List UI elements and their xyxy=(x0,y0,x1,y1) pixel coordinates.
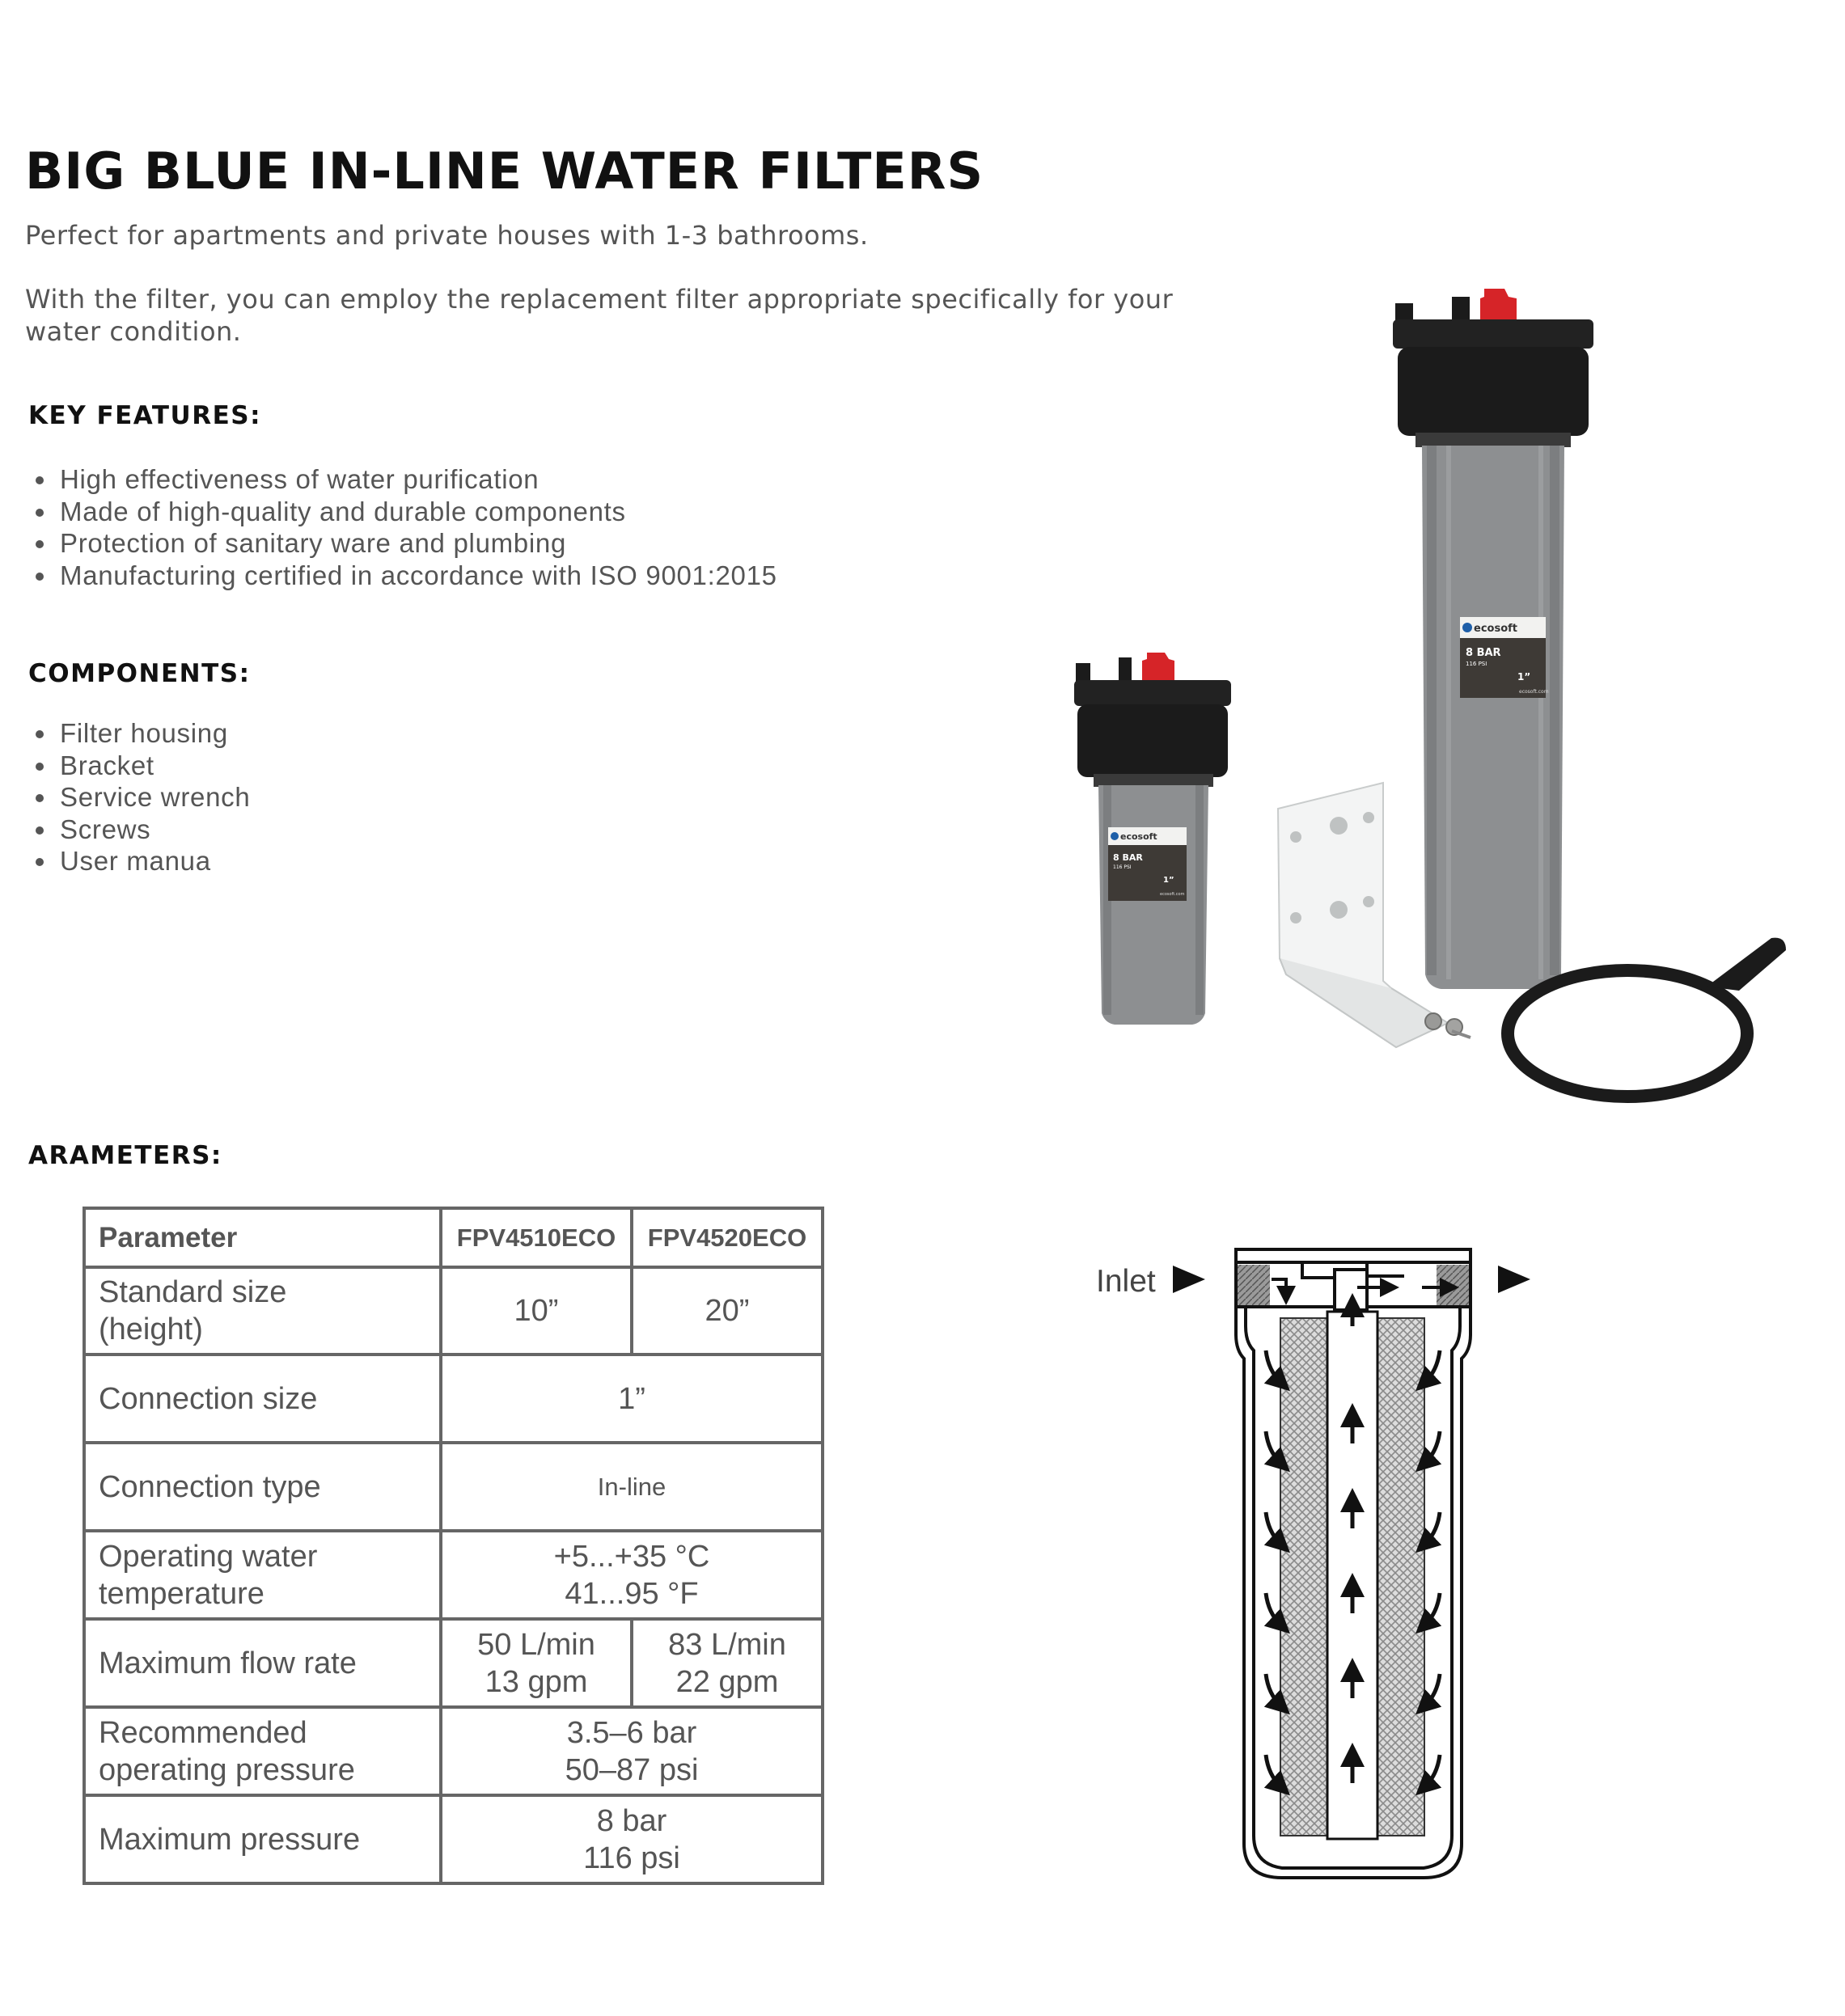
label-line: operating pressure xyxy=(99,1752,355,1787)
parameters-heading: ARAMETERS: xyxy=(28,1141,222,1170)
flow-diagram xyxy=(1084,1221,1561,1884)
row-label: Connection size xyxy=(84,1355,441,1443)
row-label: Maximum flow rate xyxy=(84,1619,441,1707)
value-line: 22 gpm xyxy=(675,1664,779,1699)
list-item xyxy=(26,496,777,528)
bullet-icon xyxy=(36,540,44,548)
brand-label: ecosoft xyxy=(1474,623,1517,635)
value-line: 8 bar xyxy=(596,1803,667,1838)
bullet-icon xyxy=(36,476,44,484)
cell-value: 10” xyxy=(441,1267,632,1355)
list-item xyxy=(26,781,250,814)
component-text: Service wrench xyxy=(60,782,251,813)
table-row xyxy=(84,1707,823,1795)
cell-value xyxy=(441,1531,823,1619)
row-label xyxy=(84,1267,441,1355)
cell-value xyxy=(441,1707,823,1795)
label-line: temperature xyxy=(99,1576,264,1611)
table-row xyxy=(84,1443,823,1531)
row-label: Connection type xyxy=(84,1443,441,1531)
pressure-psi-label-small: 116 PSI xyxy=(1113,864,1132,870)
large-filter-housing xyxy=(1393,289,1593,989)
key-features-heading: KEY FEATURES: xyxy=(28,401,261,430)
filter-cartridge xyxy=(1280,1318,1327,1836)
intro-paragraph-2: With the filter, you can employ the replacement filter appropriate specifically for your water condition. xyxy=(25,284,1174,347)
table-row xyxy=(84,1531,823,1619)
value-line: 50 L/min xyxy=(477,1627,595,1662)
label-line: (height) xyxy=(99,1312,203,1346)
inlet-label: Inlet xyxy=(1096,1264,1156,1299)
cell-value: 1” xyxy=(441,1355,823,1443)
value-line: 13 gpm xyxy=(485,1664,588,1699)
website-label-small: ecosoft.com xyxy=(1160,892,1185,897)
size-label: 1” xyxy=(1517,671,1531,683)
label-line: Recommended xyxy=(99,1715,307,1750)
bullet-icon xyxy=(36,573,44,581)
cell-value xyxy=(441,1795,823,1883)
bullet-icon xyxy=(36,794,44,802)
value-line: 50–87 psi xyxy=(565,1752,699,1787)
list-item xyxy=(26,560,777,592)
size-label-small: 1” xyxy=(1163,876,1174,885)
components-heading: COMPONENTS: xyxy=(28,659,251,688)
cell-value: In-line xyxy=(441,1443,823,1531)
bullet-icon xyxy=(36,826,44,835)
cell-value xyxy=(632,1619,823,1707)
value-line: 3.5–6 bar xyxy=(566,1715,697,1750)
website-label: ecosoft.com xyxy=(1519,689,1549,695)
small-filter-housing xyxy=(1074,653,1231,1025)
page-title: BIG BLUE IN-LINE WATER FILTERS xyxy=(25,142,984,201)
bullet-icon xyxy=(36,509,44,517)
table-row xyxy=(84,1267,823,1355)
component-text: Filter housing xyxy=(60,718,228,748)
product-photo xyxy=(1043,279,1812,1112)
list-item xyxy=(26,814,250,846)
parameters-table xyxy=(83,1207,824,1885)
pressure-psi-label: 116 PSI xyxy=(1466,661,1487,667)
inlet-arrow-icon xyxy=(1173,1266,1205,1293)
value-line: 83 L/min xyxy=(668,1627,786,1662)
list-item xyxy=(26,463,777,496)
value-line: 41...95 °F xyxy=(565,1576,699,1611)
list-item xyxy=(26,527,777,560)
cell-value xyxy=(441,1619,632,1707)
pressure-label-small: 8 BAR xyxy=(1113,852,1143,863)
feature-text: Made of high-quality and durable components xyxy=(60,496,626,526)
list-item xyxy=(26,845,250,877)
table-row xyxy=(84,1355,823,1443)
bracket xyxy=(1278,783,1448,1047)
header-parameter: Parameter xyxy=(84,1208,441,1267)
value-line: +5...+35 °C xyxy=(553,1539,710,1574)
value-line: 116 psi xyxy=(583,1841,680,1875)
bullet-icon xyxy=(36,858,44,866)
bullet-icon xyxy=(36,730,44,738)
component-text: Screws xyxy=(60,814,151,844)
header-model-20: FPV4520ECO xyxy=(632,1208,823,1267)
table-row xyxy=(84,1795,823,1883)
key-features-list xyxy=(26,463,777,591)
components-list xyxy=(26,717,250,877)
component-text: User manua xyxy=(60,846,211,877)
label-line: Standard size xyxy=(99,1275,287,1309)
table-header-row xyxy=(84,1208,823,1267)
screws xyxy=(1425,1013,1470,1038)
label-line: Operating water xyxy=(99,1539,318,1574)
pressure-label: 8 BAR xyxy=(1466,647,1501,659)
component-text: Bracket xyxy=(60,750,154,780)
bullet-icon xyxy=(36,763,44,771)
brand-label-small: ecosoft xyxy=(1120,831,1157,842)
filter-cartridge xyxy=(1377,1318,1424,1836)
table-row xyxy=(84,1619,823,1707)
feature-text: High effectiveness of water purification xyxy=(60,464,540,494)
list-item xyxy=(26,750,250,782)
feature-text: Protection of sanitary ware and plumbing xyxy=(60,528,566,559)
row-label: Maximum pressure xyxy=(84,1795,441,1883)
row-label xyxy=(84,1531,441,1619)
outlet-arrow-icon xyxy=(1498,1266,1530,1293)
intro-paragraph: Perfect for apartments and private houses with 1-3 bathrooms. xyxy=(25,220,869,251)
header-model-10: FPV4510ECO xyxy=(441,1208,632,1267)
feature-text: Manufacturing certified in accordance with ISO 9001:2015 xyxy=(60,560,777,590)
cell-value: 20” xyxy=(632,1267,823,1355)
list-item xyxy=(26,717,250,750)
row-label xyxy=(84,1707,441,1795)
